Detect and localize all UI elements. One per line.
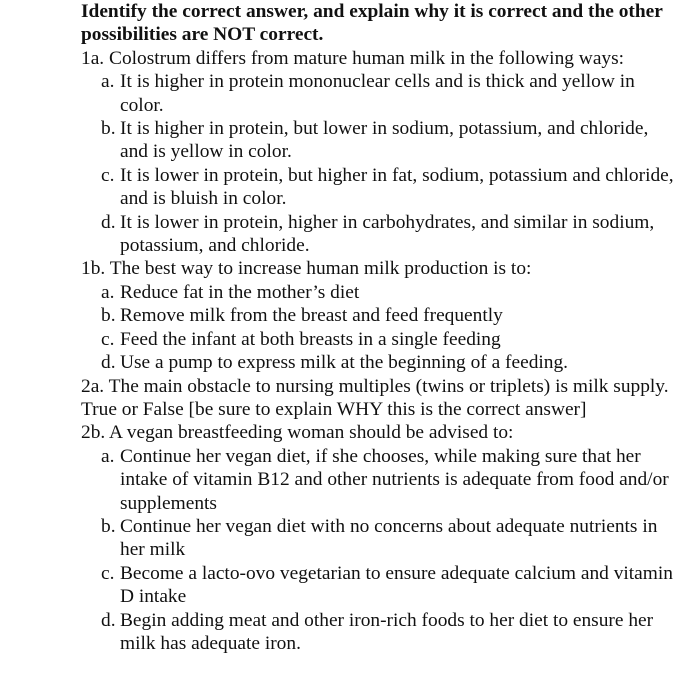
option-letter: d.: [101, 609, 116, 631]
option-1a-a: [101, 70, 676, 117]
option-letter: d.: [101, 352, 116, 374]
option-1a-b: [101, 117, 676, 164]
option-1b-b: [101, 304, 676, 327]
option-text: Remove milk from the breast and feed frequently: [120, 305, 503, 327]
options-list-2b: [81, 445, 676, 656]
question-1b: [81, 257, 676, 280]
options-list-1b: [81, 281, 676, 375]
question-2b: [81, 421, 676, 444]
document-page: [81, 0, 676, 655]
option-2b-c: [101, 562, 676, 609]
option-1b-a: [101, 281, 676, 304]
question-text: A vegan breastfeeding woman should be advised to:: [109, 422, 514, 444]
option-text: Continue her vegan diet with no concerns about adequate nutrients in her milk: [120, 515, 658, 561]
option-1b-c: [101, 328, 676, 351]
question-number: 1a.: [81, 47, 105, 69]
question-2a: [81, 375, 676, 422]
option-1b-d: [101, 351, 676, 374]
option-letter: a.: [101, 445, 115, 467]
question-text: The best way to increase human milk production is to:: [109, 258, 532, 280]
option-letter: b.: [101, 305, 116, 327]
option-2b-d: [101, 609, 676, 656]
option-letter: c.: [101, 328, 115, 350]
option-letter: c.: [101, 164, 115, 186]
options-list-1a: [81, 70, 676, 257]
option-text: Feed the infant at both breasts in a single feeding: [120, 328, 501, 350]
option-1a-d: [101, 211, 676, 258]
question-text: Colostrum differs from mature human milk in the following ways:: [109, 47, 625, 69]
option-letter: a.: [101, 281, 115, 303]
option-text: Become a lacto-ovo vegetarian to ensure adequate calcium and vitamin D intake: [120, 562, 673, 608]
option-text: Use a pump to express milk at the beginning of a feeding.: [120, 352, 569, 374]
option-letter: b.: [101, 515, 116, 537]
option-text: It is lower in protein, but higher in fat, sodium, potassium and chloride, and is bluish in color.: [120, 164, 674, 210]
question-1a: [81, 47, 676, 70]
option-2b-a: [101, 445, 676, 515]
question-number: 2b.: [81, 422, 106, 444]
option-letter: a.: [101, 71, 115, 93]
question-number: 1b.: [81, 258, 106, 280]
instructions-heading: Identify the correct answer, and explain why it is correct and the other possibilities are NOT correct.: [81, 1, 663, 46]
option-letter: d.: [101, 211, 116, 233]
option-text: Continue her vegan diet, if she chooses, while making sure that her intake of vitamin B12 and other nutrients is adequate from food and/or supplements: [120, 445, 669, 514]
option-text: It is higher in protein mononuclear cells and is thick and yellow in color.: [120, 71, 635, 116]
option-text: It is higher in protein, but lower in sodium, potassium, and chloride, and is yellow in color.: [120, 118, 649, 163]
option-2b-b: [101, 515, 676, 562]
option-letter: c.: [101, 562, 115, 584]
question-text: The main obstacle to nursing multiples (twins or triplets) is milk supply. True or False [be sure to explain WHY this is the correct answer]: [81, 375, 669, 420]
option-letter: b.: [101, 118, 116, 140]
option-text: Reduce fat in the mother’s diet: [120, 281, 360, 303]
option-1a-c: [101, 164, 676, 211]
question-number: 2a.: [81, 375, 105, 397]
option-text: Begin adding meat and other iron-rich foods to her diet to ensure her milk has adequate iron.: [120, 609, 654, 654]
option-text: It is lower in protein, higher in carbohydrates, and similar in sodium, potassium, and chloride.: [120, 211, 655, 257]
